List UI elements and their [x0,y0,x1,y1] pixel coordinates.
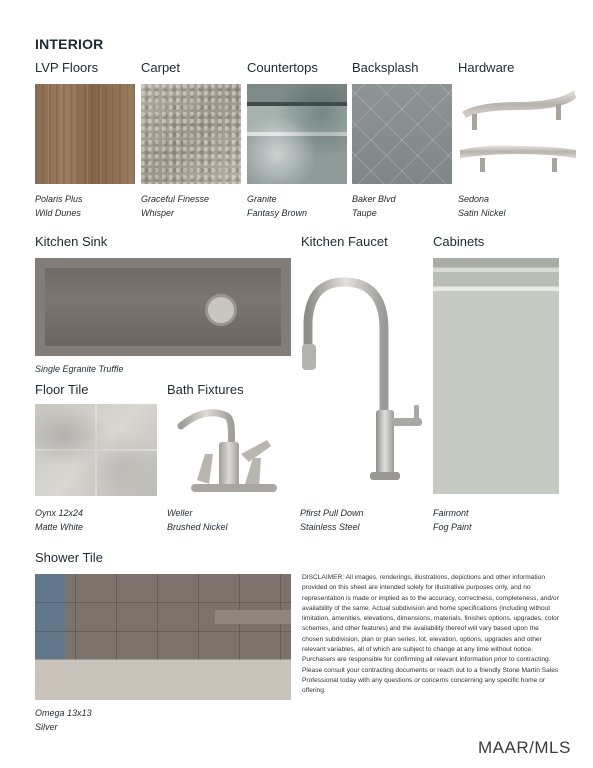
floor-tile-swatch [35,404,157,496]
shower-tile-caption: Omega 13x13 Silver [35,708,92,732]
category-kitchen-sink: Kitchen Sink [35,234,108,249]
category-shower-tile: Shower Tile [35,550,103,565]
kitchen-faucet-caption: Pfirst Pull Down Stainless Steel [300,508,364,532]
category-bath-fixtures: Bath Fixtures [167,382,244,397]
floor-tile-caption: Oynx 12x24 Matte White [35,508,84,532]
lvp-floor-swatch [35,84,135,184]
bath-fixture-image [175,406,285,498]
cabinet-pull-icon [458,84,578,184]
bath-fixtures-caption: Weller Brushed Nickel [167,508,228,532]
carpet-caption: Graceful Finesse Whisper [141,194,210,218]
backsplash-swatch [352,84,452,184]
page-title: INTERIOR [35,36,104,52]
category-backsplash: Backsplash [352,60,419,75]
category-kitchen-faucet: Kitchen Faucet [301,234,388,249]
backsplash-caption: Baker Blvd Taupe [352,194,396,218]
hardware-caption: Sedona Satin Nickel [458,194,506,218]
category-floor-tile: Floor Tile [35,382,89,397]
countertop-swatch [247,84,347,184]
category-hardware: Hardware [458,60,515,75]
category-lvp-floors: LVP Floors [35,60,99,75]
shower-bench [215,610,291,624]
hardware-pull-image [458,84,578,184]
kitchen-sink-caption: Single Egranite Truffle [35,364,124,374]
kitchen-sink-image [35,258,291,356]
kitchen-faucet-image [296,270,436,490]
disclaimer-text: DISCLAIMER: All images, renderings, illustrations, depictions and other information provided on this sheet are intended solely for illustrative purposes only, and no representation is made or implied as to the accuracy, correctness, completeness, and/or availability of the same. Actual subdivision and home specifications (including without limitation, amenities, elevations, dimensions, materials, finishes options, upgrades, color schemes, and other features) and the availability thereof will vary based upon the chosen subdivision, plan or plan series, lot, elevation, options, upgrades and other relevant variables, all of which are subject to change at any time without notice. Purchasers are responsible for confirming all relevant information prior to contracting. Please consult your contracting documents or reach out to a friendly Stone Martin Sales Professional today with any questions or concerns concerning any specific home or offering. [302,574,559,695]
category-carpet: Carpet [141,60,181,75]
category-cabinets: Cabinets [433,234,485,249]
category-countertops: Countertops [247,60,318,75]
countertops-caption: Granite Fantasy Brown [247,194,308,218]
bathroom-faucet-icon [175,406,285,498]
mls-watermark: MAAR/MLS [478,738,571,757]
shower-tile-image [35,574,291,700]
sink-drain-icon [205,294,237,326]
cabinet-swatch [433,258,559,494]
cabinets-caption: Fairmont Fog Paint [433,508,472,532]
faucet-icon [296,270,436,490]
carpet-swatch [141,84,241,184]
lvp-floors-caption: Polaris Plus Wild Dunes [35,194,83,218]
